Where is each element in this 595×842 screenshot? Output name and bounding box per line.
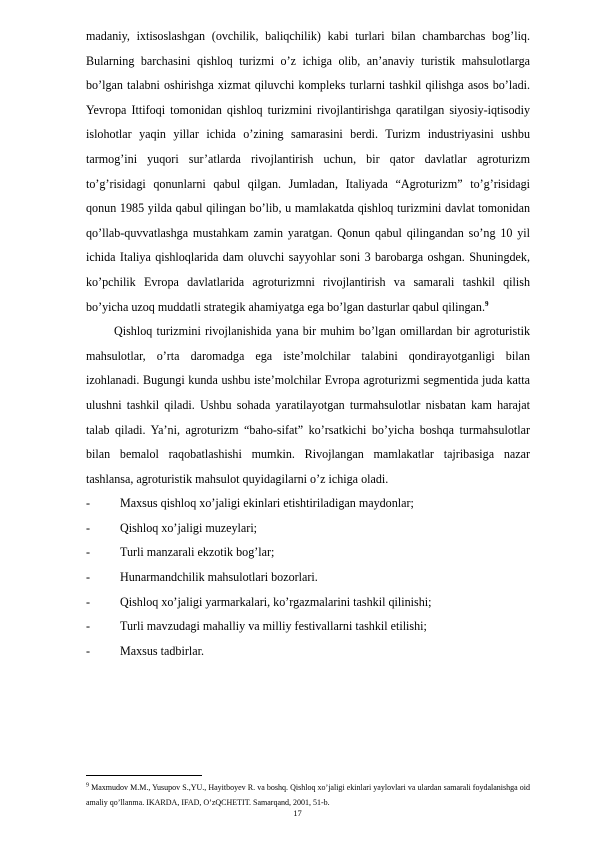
list-item-text: Turli manzarali ekzotik bog’lar; xyxy=(120,545,275,560)
list-item xyxy=(86,565,530,590)
list-dash: - xyxy=(86,570,91,585)
list-dash: - xyxy=(86,619,91,634)
page-body xyxy=(86,24,530,663)
list-item xyxy=(86,491,530,516)
page-number: 17 xyxy=(293,808,302,818)
list-item-text: Maxsus tadbirlar. xyxy=(120,643,204,658)
list-item xyxy=(86,516,530,541)
list-dash: - xyxy=(86,496,91,511)
paragraph-2: Qishloq turizmini rivojlanishida yana bir muhim bo’lgan omillardan bir agroturistik mahsulotlar, o’rta daromadga ega iste’molchilar talabini qondirayotganligi bilan izohlanadi. Bugungi kunda ushbu iste’molchilar Evropa agroturizmi segmentida juda katta ulushni tashkil qiladi. Ushbu sohada yaratilayotgan turmahsulotlar nisbatan kam harajat talab qiladi. Ya’ni, agroturizm “baho-sifat” ko’rsatkichi bo’yicha boshqa turmahsulotlar bilan bemalol raqobatlashishi mumkin. Rivojlangan mamlakatlar tajribasiga nazar tashlansa, agroturistik mahsulot quyidagilarni o’z ichiga oladi. xyxy=(86,324,530,486)
list-dash: - xyxy=(86,643,91,658)
list-item xyxy=(86,540,530,565)
list-dash: - xyxy=(86,520,91,535)
paragraph-1 xyxy=(86,24,530,319)
list-item xyxy=(86,614,530,639)
footnote-reference[interactable]: 9 xyxy=(484,299,489,308)
list-dash: - xyxy=(86,594,91,609)
footnote-text: Maxmudov M.M., Yusupov S.,YU., Hayitboyev R. va boshq. Qishloq xo’jaligi ekinlari yaylovlari va ulardan samarali foydalanishga oid amaliy qo’llanma. IKARDA, IFAD, O’zQCHETIT. Samarqand, 2001, 51-b. xyxy=(86,783,530,807)
list-item-text: Qishloq xo’jaligi yarmarkalari, ko’rgazmalarini tashkil qilinishi; xyxy=(120,594,432,609)
list-item xyxy=(86,590,530,615)
footnote-divider xyxy=(86,775,202,776)
footnote-number: 9 xyxy=(86,782,89,789)
paragraph-1-text: madaniy, ixtisoslashgan (ovchilik, baliqchilik) kabi turlari bilan chambarchas bog’liq. Bularning barchasini qishloq turizmi o’z ichiga olib, an’anaviy turistik mahsulotlarga bo’lgan talabni oshirishga xizmat qiluvchi kompleks turlarni tashkil qilishga asos bo’ladi. Yevropa Ittifoqi tomonidan qishloq turizmini rivojlantirishga qaratilgan siyosiy-iqtisodiy islohotlar yaqin yillar ichida o’zining samarasini berdi. Turizm industriyasini ushbu tarmog’ini yuqori sur’atlarda rivojlantirish uchun, bir qator davlatlar agroturizm to’g’risidagi qonunlarni qabul qilgan. Jumladan, Italiyada “Agroturizm” to’g’risidagi qonun 1985 yilda qabul qilingan bo’lib, u mamlakatda qishloq turizmini davlat tomonidan qo’llab-quvvatlashga mustahkam zamin yaratgan. Qonun qabul qilingandan so’ng 10 yil ichida Italiya qishloqlarida dam oluvchi sayyohlar soni 3 barobarga oshgan. Shuningdek, ko’pchilik Evropa davlatlarida agroturizmni rivojlantirish va samarali tashkil qilish bo’yicha uzoq muddatli strategik ahamiyatga ega bo’lgan dasturlar qabul qilingan. xyxy=(86,29,530,314)
list-item xyxy=(86,639,530,664)
list-item-text: Hunarmandchilik mahsulotlari bozorlari. xyxy=(120,570,318,585)
agrotourism-product-list xyxy=(86,491,530,663)
footnote xyxy=(86,780,530,810)
list-dash: - xyxy=(86,545,91,560)
list-item-text: Qishloq xo’jaligi muzeylari; xyxy=(120,520,258,535)
list-item-text: Maxsus qishloq xo’jaligi ekinlari etishtiriladigan maydonlar; xyxy=(120,496,414,511)
list-item-text: Turli mavzudagi mahalliy va milliy festivallarni tashkil etilishi; xyxy=(120,619,427,634)
